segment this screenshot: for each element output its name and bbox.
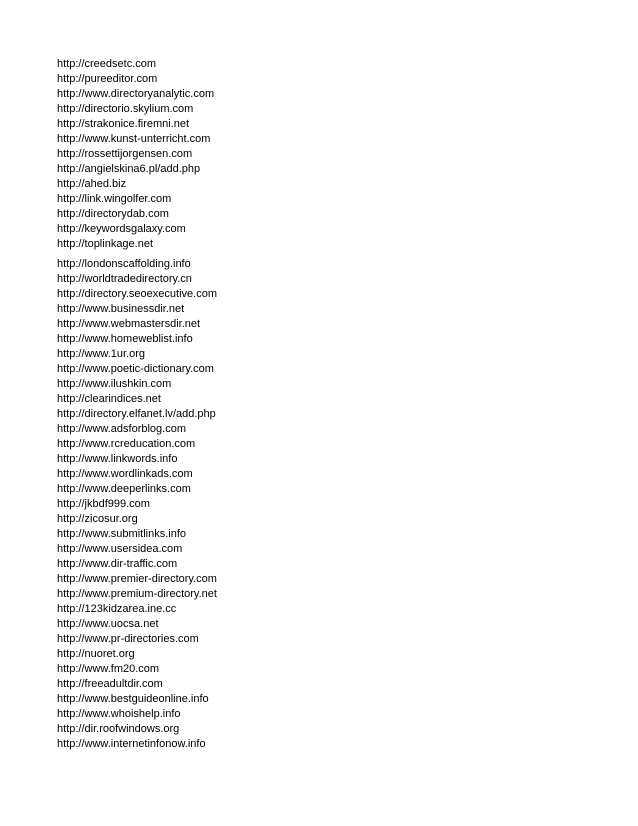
url-list-item: http://directory.elfanet.lv/add.php: [57, 408, 216, 420]
url-list-item: http://directorydab.com: [57, 208, 169, 220]
url-list-item: http://www.rcreducation.com: [57, 438, 196, 450]
url-list-item: http://www.ilushkin.com: [57, 378, 172, 390]
url-list-item: http://freeadultdir.com: [57, 678, 163, 690]
url-list-item: http://directory.seoexecutive.com: [57, 288, 217, 300]
url-list-item: http://123kidzarea.ine.cc: [57, 603, 177, 615]
url-list-item: http://clearindices.net: [57, 393, 161, 405]
url-list-item: http://rossettijorgensen.com: [57, 148, 193, 160]
url-list-item: http://www.linkwords.info: [57, 453, 178, 465]
url-list-item: http://www.premier-directory.com: [57, 573, 217, 585]
url-list-item: http://link.wingolfer.com: [57, 193, 172, 205]
url-list-item: http://ahed.biz: [57, 178, 127, 190]
url-list-item: http://londonscaffolding.info: [57, 258, 191, 270]
url-list-item: http://www.businessdir.net: [57, 303, 185, 315]
url-list-item: http://zicosur.org: [57, 513, 138, 525]
url-list-item: http://jkbdf999.com: [57, 498, 150, 510]
url-list-item: http://worldtradedirectory.cn: [57, 273, 192, 285]
url-list-item: http://www.bestguideonline.info: [57, 693, 209, 705]
url-list-item: http://angielskina6.pl/add.php: [57, 163, 201, 175]
url-list-item: http://www.uocsa.net: [57, 618, 159, 630]
url-list-item: http://www.webmastersdir.net: [57, 318, 201, 330]
url-list-item: http://toplinkage.net: [57, 238, 154, 250]
url-list-item: http://www.pr-directories.com: [57, 633, 199, 645]
url-list-item: http://www.directoryanalytic.com: [57, 88, 215, 100]
url-list-item: http://www.wordlinkads.com: [57, 468, 193, 480]
url-list-item: http://keywordsgalaxy.com: [57, 223, 186, 235]
url-list-item: http://www.fm20.com: [57, 663, 160, 675]
url-list-item: http://nuoret.org: [57, 648, 135, 660]
url-list-item: http://www.internetinfonow.info: [57, 738, 206, 750]
url-list-item: http://pureeditor.com: [57, 73, 158, 85]
url-list-item: http://www.whoishelp.info: [57, 708, 181, 720]
url-list-item: http://www.dir-traffic.com: [57, 558, 178, 570]
url-list-item: http://www.submitlinks.info: [57, 528, 186, 540]
url-list-item: http://www.1ur.org: [57, 348, 146, 360]
url-list-item: http://directorio.skylium.com: [57, 103, 194, 115]
url-list-item: http://www.usersidea.com: [57, 543, 183, 555]
url-list-item: http://dir.roofwindows.org: [57, 723, 180, 735]
url-list-item: http://www.premium-directory.net: [57, 588, 217, 600]
url-list-item: http://www.poetic-dictionary.com: [57, 363, 214, 375]
url-list: [57, 57, 217, 752]
url-list-item: http://www.kunst-unterricht.com: [57, 133, 211, 145]
url-list-item: http://www.adsforblog.com: [57, 423, 187, 435]
url-list-item: http://www.deeperlinks.com: [57, 483, 191, 495]
url-list-item: http://www.homeweblist.info: [57, 333, 193, 345]
url-list-item: http://creedsetc.com: [57, 58, 157, 70]
url-list-item: http://strakonice.firemni.net: [57, 118, 190, 130]
